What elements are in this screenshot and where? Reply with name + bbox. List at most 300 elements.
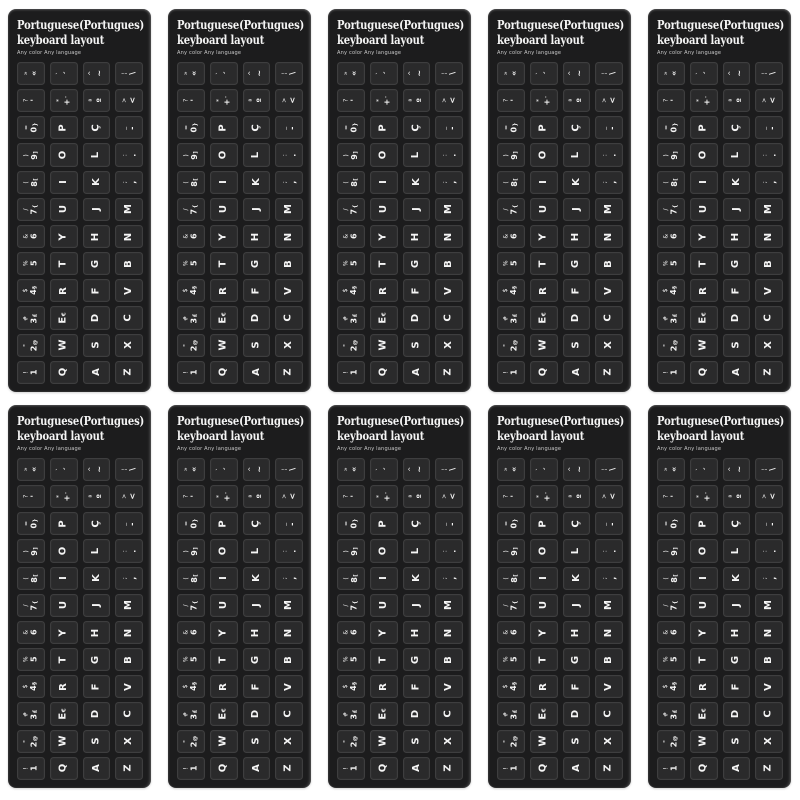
keycap-label: L [730, 151, 742, 159]
keycap [83, 62, 111, 85]
keycap-label: J [570, 207, 582, 212]
keycap-label: ! 1 [22, 369, 39, 376]
keycap [50, 89, 78, 112]
keycap [50, 485, 78, 508]
keycap-label: W [537, 339, 549, 351]
keycap-label: Z [763, 764, 775, 773]
keycap [435, 621, 463, 644]
keycap-label: ( 8 [ [22, 573, 38, 583]
keycap [83, 458, 111, 481]
keycap [275, 702, 303, 725]
keycap-label: B [123, 259, 135, 268]
keycap-label: J [570, 603, 582, 608]
keycap-label: _ - [600, 126, 617, 130]
keycap [595, 225, 623, 248]
keycap-label: * + ¨ [535, 95, 551, 106]
keycap [337, 621, 365, 644]
keycap-label: » « [662, 466, 679, 473]
keycap-label: : . [120, 549, 137, 553]
keycap-label: P [537, 520, 549, 528]
keycap [210, 539, 238, 562]
keycap-label: ! 1 [22, 765, 39, 772]
keycap-label: % 5 [182, 260, 199, 267]
keycap-label: = 0 } [662, 122, 678, 133]
keycap-label: & 6 [502, 629, 519, 636]
keycap-label: A [410, 368, 422, 377]
keycap [337, 198, 365, 221]
keycap [530, 648, 558, 671]
keycap [17, 361, 45, 384]
keycap [275, 225, 303, 248]
keycap [657, 485, 685, 508]
keycap [115, 594, 143, 617]
keycap-label: J [730, 207, 742, 212]
keycap-label: # 3 £ [342, 313, 358, 324]
keycap [563, 757, 591, 780]
keycap [563, 89, 591, 112]
keycap [275, 116, 303, 139]
keycap [115, 89, 143, 112]
keycap-label: / 7 { [502, 600, 518, 611]
keycap [210, 279, 238, 302]
keycap-label: G [570, 259, 582, 268]
keycap [210, 334, 238, 357]
keycap [370, 539, 398, 562]
keycap [50, 675, 78, 698]
keycap [337, 567, 365, 590]
keycap [50, 252, 78, 275]
keycap-label: Ç [570, 124, 582, 132]
keycap [17, 279, 45, 302]
keycap [370, 458, 398, 481]
keycap-label: ª º [728, 98, 744, 103]
keycap [275, 89, 303, 112]
keycap [83, 594, 111, 617]
keycap-label: B [763, 655, 775, 664]
keycap-label: O [537, 150, 549, 160]
keycap-label: ( 8 [ [342, 177, 358, 187]
keycap [115, 675, 143, 698]
keycap [497, 62, 525, 85]
keycap-label: * + ¨ [695, 95, 711, 106]
keycap-label: D [250, 313, 262, 323]
keycap-label: R [217, 683, 229, 691]
keycap-label: L [250, 547, 262, 555]
sticker-title-line2: keyboard layout [17, 427, 105, 443]
keycap [370, 306, 398, 329]
keycap-label: % 5 [662, 656, 679, 663]
keycap-label: ) 9 ] [182, 546, 198, 556]
keycap [657, 567, 685, 590]
keycap [243, 458, 271, 481]
keycap-label: / 7 { [182, 600, 198, 611]
keycap-label: Ç [250, 124, 262, 132]
keycap-label: ( 8 [ [662, 573, 678, 583]
keycap-label: U [377, 601, 389, 610]
keycap-label: = 0 } [342, 518, 358, 529]
keycap-label: _ - [440, 126, 457, 130]
keycap [755, 252, 783, 275]
keycap [115, 621, 143, 644]
keycap [243, 225, 271, 248]
keycap-label: _ - [280, 126, 297, 130]
keycap [370, 171, 398, 194]
keycap [723, 730, 751, 753]
keycap [595, 485, 623, 508]
keycap [530, 306, 558, 329]
keycap [530, 757, 558, 780]
keycap-label: % 5 [342, 260, 359, 267]
keycap [337, 730, 365, 753]
keycap [530, 116, 558, 139]
keycap-label: H [730, 232, 742, 241]
keycap-label: T [537, 260, 549, 268]
keycap-label: W [537, 735, 549, 747]
keycap [723, 567, 751, 590]
keycap [83, 225, 111, 248]
keycap [723, 143, 751, 166]
keycap [275, 757, 303, 780]
keycap [83, 539, 111, 562]
keycap [17, 675, 45, 698]
keycap [337, 485, 365, 508]
sticker-subtitle: Any color Any language [337, 50, 402, 56]
keycap-label: E€ [377, 312, 389, 324]
keycap [690, 730, 718, 753]
keycap [563, 334, 591, 357]
keycap-label: ¦ \ [600, 468, 617, 472]
sticker-title-line1: Portuguese(Portugues) [337, 17, 465, 32]
keycap-label: M [443, 600, 455, 611]
keycap [530, 171, 558, 194]
keyboard-sticker-sheet [488, 405, 631, 788]
keycap [435, 361, 463, 384]
keycap-label: X [443, 341, 455, 350]
keycap [17, 171, 45, 194]
keycap [497, 143, 525, 166]
keycap [690, 252, 718, 275]
keycap [657, 512, 685, 535]
keycap-label: Y [537, 628, 549, 637]
keycap [435, 485, 463, 508]
keycap-label: R [697, 683, 709, 691]
keycap-label: J [250, 603, 262, 608]
keycap [17, 198, 45, 221]
keycap-label: ` ´ [55, 71, 71, 76]
keycap [177, 594, 205, 617]
keycap [337, 89, 365, 112]
keycap [17, 757, 45, 780]
keycap-label: H [730, 628, 742, 637]
sticker-title-line2: keyboard layout [177, 31, 265, 47]
keycap-label: H [570, 232, 582, 241]
keycap-label: & 6 [662, 233, 679, 240]
keycap [210, 306, 238, 329]
keycap [723, 512, 751, 535]
keycap-label: M [763, 600, 775, 611]
sticker-title-line1: Portuguese(Portugues) [657, 413, 785, 428]
keycap [723, 648, 751, 671]
keycap-label: ? ' [502, 99, 519, 103]
keycap [243, 675, 271, 698]
keycap-label: $ 4 § [502, 682, 518, 692]
keycap-label: S [250, 341, 262, 349]
keycap-label: Q [57, 764, 69, 773]
keycap [723, 198, 751, 221]
keycap [275, 171, 303, 194]
keycap-label: ^ ~ [568, 70, 584, 77]
keycap [83, 143, 111, 166]
key-grid [337, 62, 463, 384]
keycap-label: ¦ \ [440, 468, 457, 472]
key-grid [17, 62, 143, 384]
sticker-subtitle: Any color Any language [497, 50, 562, 56]
keycap [17, 567, 45, 590]
keycap [83, 198, 111, 221]
keycap-label: > < [120, 493, 137, 501]
keycap-label: D [410, 709, 422, 719]
keycap [177, 361, 205, 384]
keycap [17, 621, 45, 644]
keycap [497, 567, 525, 590]
sticker-title-line2: keyboard layout [177, 427, 265, 443]
keycap-label: > < [440, 493, 457, 501]
keycap [115, 458, 143, 481]
keycap-label: _ - [600, 522, 617, 526]
keycap [530, 334, 558, 357]
keycap-label: Y [217, 628, 229, 637]
keycap [723, 279, 751, 302]
keycap-label: U [697, 205, 709, 214]
keycap [403, 485, 431, 508]
keycap-label: K [90, 178, 102, 187]
keycap [403, 702, 431, 725]
keycap [563, 279, 591, 302]
keycap-label: S [250, 737, 262, 745]
keycap [690, 648, 718, 671]
keycap-label: ` ´ [535, 467, 551, 472]
keycap [690, 62, 718, 85]
keycap-label: B [123, 655, 135, 664]
keycap [275, 361, 303, 384]
keycap [563, 485, 591, 508]
keycap-label: ª º [568, 494, 584, 499]
keycap-label: F [570, 287, 582, 295]
keycap [177, 702, 205, 725]
keycap-label: N [443, 628, 455, 637]
keycap [17, 306, 45, 329]
keycap [115, 171, 143, 194]
keycap [17, 512, 45, 535]
keycap-label: H [250, 232, 262, 241]
keycap-label: C [123, 710, 135, 718]
keycap [755, 648, 783, 671]
keycap [243, 334, 271, 357]
keycap-label: ; , [440, 180, 457, 184]
keycap [657, 198, 685, 221]
keycap [403, 171, 431, 194]
keycap [690, 116, 718, 139]
keycap [370, 198, 398, 221]
keycap-label: K [570, 178, 582, 187]
key-grid [657, 62, 783, 384]
keycap [337, 306, 365, 329]
keycap-label: " 2 @ [342, 339, 358, 352]
keycap-label: ) 9 ] [22, 546, 38, 556]
keycap-label: C [283, 710, 295, 718]
keycap-label: ; , [280, 180, 297, 184]
keyboard-sticker-sheet [328, 405, 471, 788]
keycap [275, 621, 303, 644]
keycap [115, 62, 143, 85]
keycap [563, 116, 591, 139]
keycap [370, 225, 398, 248]
keycap [723, 116, 751, 139]
keycap-label: Ç [410, 124, 422, 132]
keycap [497, 252, 525, 275]
keycap [755, 279, 783, 302]
keycap [690, 675, 718, 698]
keycap-label: M [603, 600, 615, 611]
keycap [177, 62, 205, 85]
keycap [115, 757, 143, 780]
keycap [210, 648, 238, 671]
keycap-label: ª º [568, 98, 584, 103]
keycap [243, 539, 271, 562]
keycap-label: # 3 £ [22, 709, 38, 720]
keycap-label: F [90, 683, 102, 691]
keycap [115, 485, 143, 508]
keycap-label: ª º [88, 98, 104, 103]
keycap [657, 62, 685, 85]
keycap [275, 648, 303, 671]
keycap [275, 730, 303, 753]
keycap [243, 702, 271, 725]
keycap [243, 361, 271, 384]
keycap [243, 89, 271, 112]
keycap-label: _ - [120, 522, 137, 526]
keycap [403, 252, 431, 275]
keycap-label: ^ ~ [408, 70, 424, 77]
keycap-label: ( 8 [ [502, 573, 518, 583]
keycap [83, 361, 111, 384]
keycap [595, 279, 623, 302]
keycap [595, 648, 623, 671]
keycap [595, 306, 623, 329]
keycap-label: * + ¨ [55, 491, 71, 502]
keycap [497, 334, 525, 357]
keycap-label: B [763, 259, 775, 268]
keycap [210, 252, 238, 275]
keycap [17, 116, 45, 139]
sticker-title-line1: Portuguese(Portugues) [177, 413, 305, 428]
keycap [83, 306, 111, 329]
keycap-label: Q [377, 764, 389, 773]
keycap [755, 89, 783, 112]
keycap [435, 539, 463, 562]
sticker-title-line1: Portuguese(Portugues) [657, 17, 785, 32]
keycap-label: O [377, 150, 389, 160]
keycap-label: ; , [760, 180, 777, 184]
keycap-label: C [603, 710, 615, 718]
keycap [690, 279, 718, 302]
keyboard-sticker-sheet [8, 9, 151, 392]
keycap-label: F [250, 683, 262, 691]
keycap-label: » « [342, 466, 359, 473]
keyboard-sticker-sheet [328, 9, 471, 392]
keycap [530, 594, 558, 617]
sticker-subtitle: Any color Any language [177, 50, 242, 56]
keycap [657, 116, 685, 139]
keycap-label: A [730, 368, 742, 377]
keycap [497, 594, 525, 617]
keycap [370, 485, 398, 508]
keycap [177, 143, 205, 166]
keycap [595, 621, 623, 644]
keycap [563, 730, 591, 753]
key-grid [497, 458, 623, 780]
keycap [243, 306, 271, 329]
keycap-label: P [697, 520, 709, 528]
sticker-title-line1: Portuguese(Portugues) [17, 413, 145, 428]
keycap-label: Q [537, 368, 549, 377]
keycap [83, 567, 111, 590]
keycap-label: O [377, 546, 389, 556]
keycap-label: V [763, 683, 775, 691]
keycap-label: J [730, 603, 742, 608]
keycap-label: Ç [410, 520, 422, 528]
keycap-label: S [90, 737, 102, 745]
keycap-label: " 2 @ [502, 735, 518, 748]
keycap-label: Z [283, 764, 295, 773]
keycap-label: H [90, 232, 102, 241]
key-grid [497, 62, 623, 384]
sticker-title-line1: Portuguese(Portugues) [337, 413, 465, 428]
sticker-title-line1: Portuguese(Portugues) [497, 17, 625, 32]
keycap [177, 252, 205, 275]
sticker-title [657, 413, 785, 444]
keycap-label: " 2 @ [182, 339, 198, 352]
keycap-label: M [123, 204, 135, 215]
keycap-label: : . [440, 153, 457, 157]
keycap [243, 252, 271, 275]
keycap-label: O [217, 546, 229, 556]
keycap [403, 730, 431, 753]
keycap [83, 171, 111, 194]
keycap-label: G [90, 259, 102, 268]
sticker-subtitle: Any color Any language [337, 446, 402, 452]
keycap [210, 567, 238, 590]
keycap-label: ª º [728, 494, 744, 499]
keycap-label: L [410, 547, 422, 555]
keycap-label: I [217, 576, 229, 581]
keycap-label: S [410, 341, 422, 349]
keycap [337, 512, 365, 535]
sticker-title [497, 17, 625, 48]
keycap [657, 143, 685, 166]
keycap [530, 485, 558, 508]
keycap-label: M [283, 600, 295, 611]
keycap-label: » « [502, 70, 519, 77]
keycap [690, 89, 718, 112]
keycap [690, 594, 718, 617]
keycap-label: $ 4 § [662, 286, 678, 296]
keycap-label: ; , [600, 576, 617, 580]
keycap-label: $ 4 § [22, 286, 38, 296]
keycap [370, 252, 398, 275]
keycap-label: M [443, 204, 455, 215]
keycap [83, 648, 111, 671]
